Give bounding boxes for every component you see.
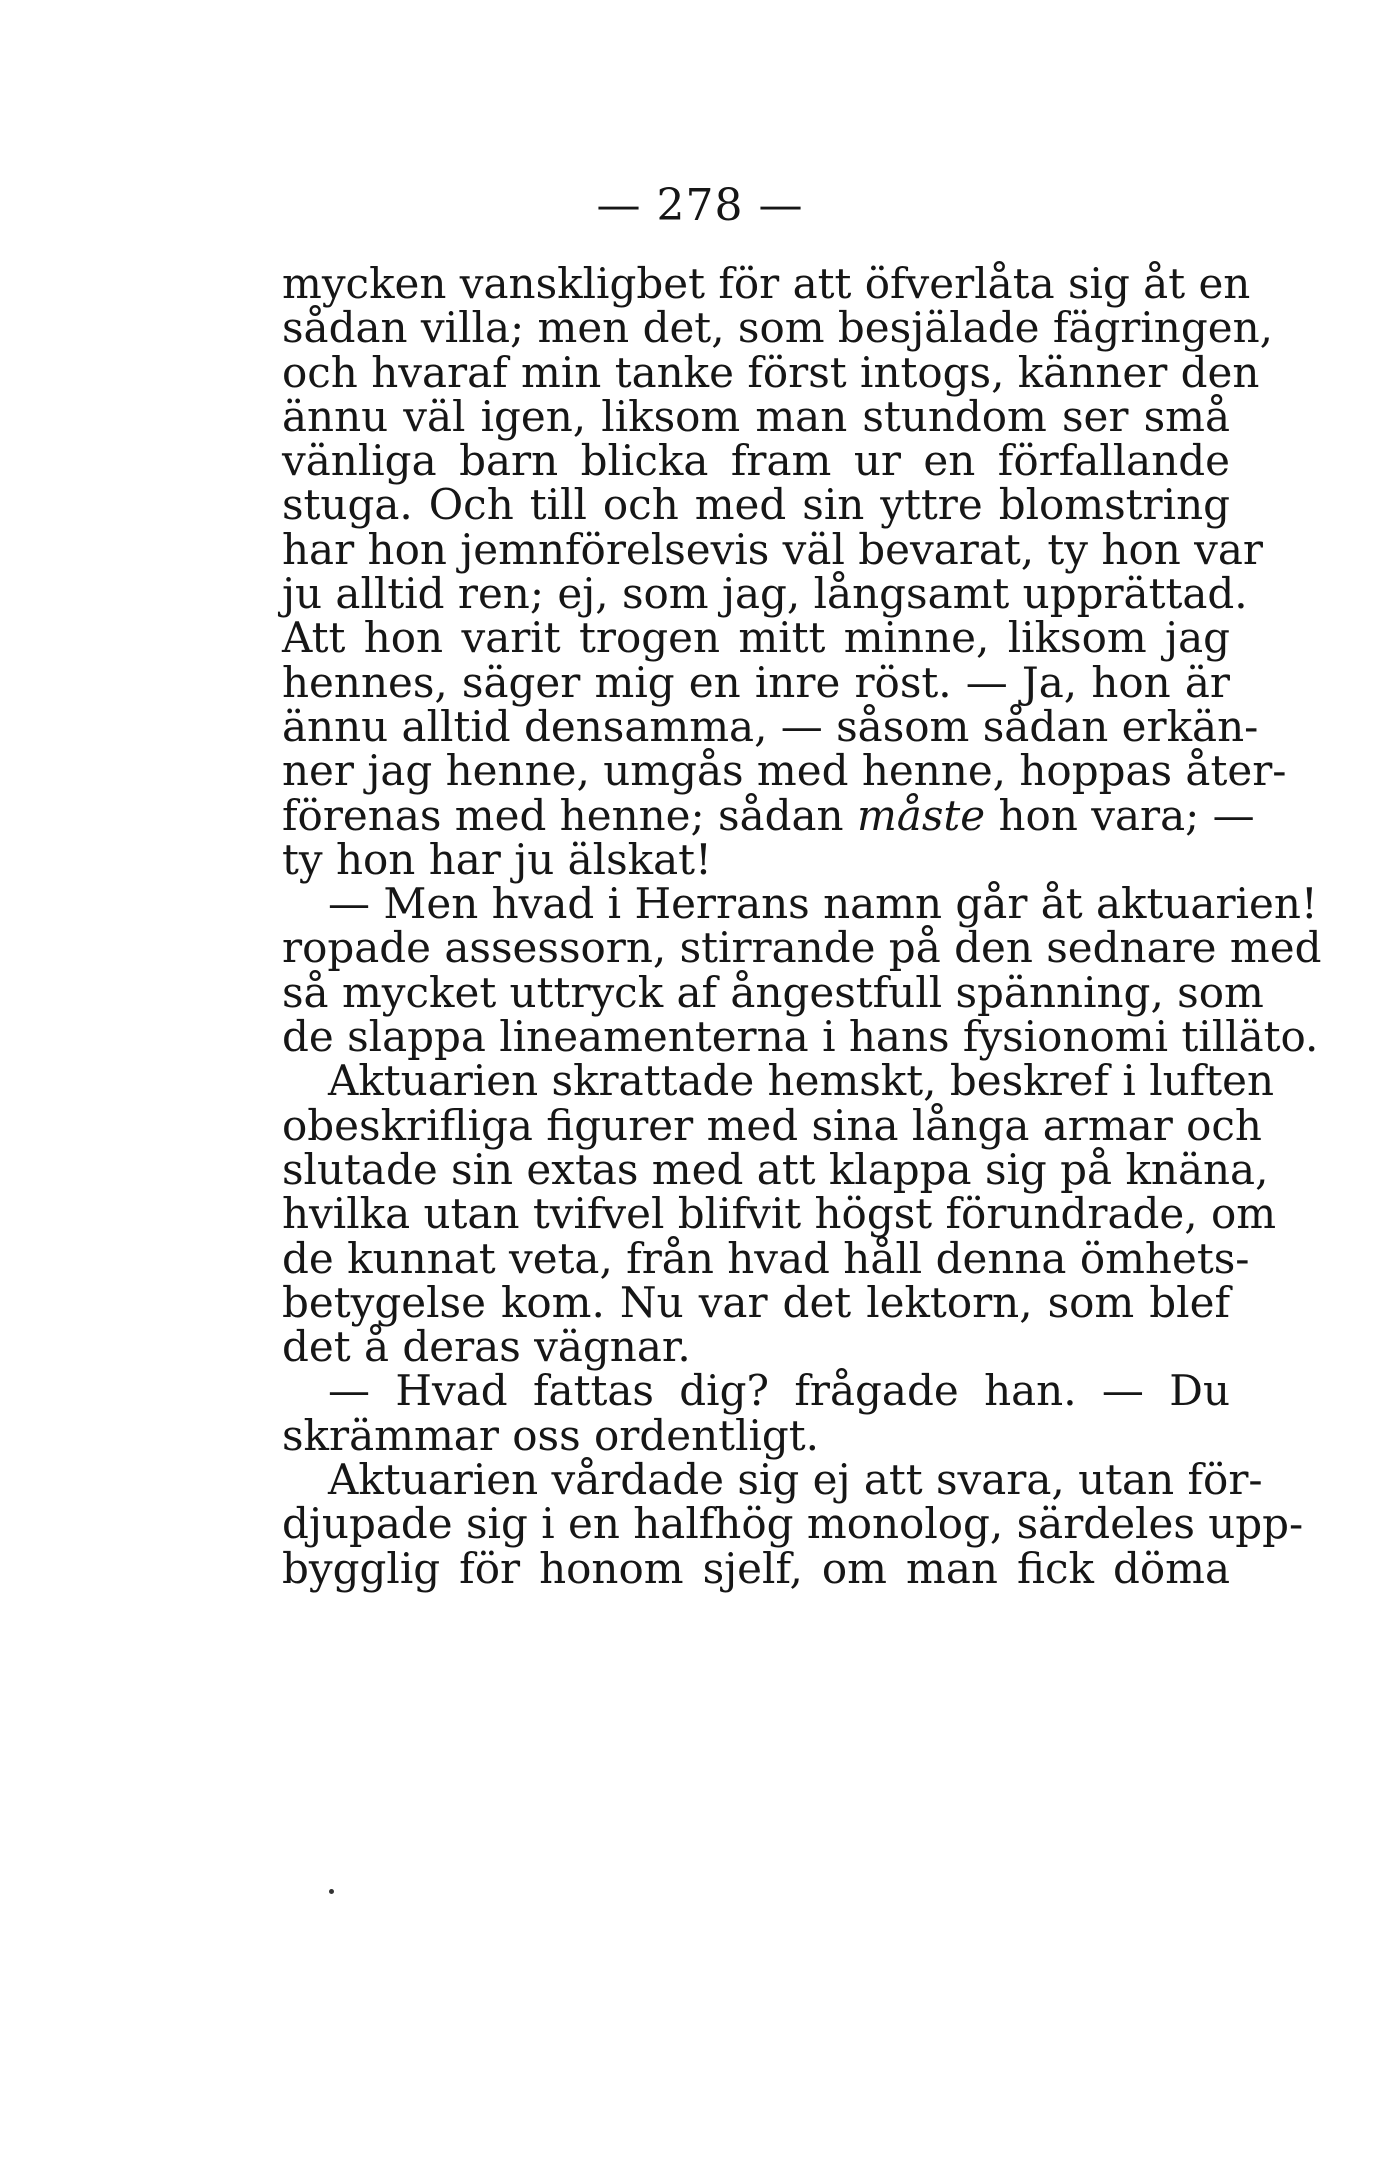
text-line: vänliga barn blicka fram ur en förfallande: [282, 436, 1230, 486]
ink-speck: [329, 1889, 334, 1894]
text-line: ropade assessorn, stirrande på den sednare med: [282, 923, 1322, 973]
text-line: så mycket uttryck af ångestfull spänning, som: [282, 967, 1264, 1017]
text-line: ner jag henne, umgås med henne, hoppas åter-: [282, 746, 1287, 796]
text-line: och hvaraf min tanke först intogs, känner den: [282, 347, 1260, 397]
text-line: stuga. Och till och med sin yttre blomstring: [282, 480, 1230, 530]
text-line: de slappa lineamenterna i hans fysionomi tilläto.: [282, 1012, 1319, 1062]
text-line: har hon jemnförelsevis väl bevarat, ty hon var: [282, 524, 1263, 574]
text-line: ännu alltid densamma, — såsom sådan erkän-: [282, 701, 1259, 751]
text-line: ännu väl igen, liksom man stundom ser små: [282, 391, 1230, 441]
text-line: obeskrifliga figurer med sina långa armar och: [282, 1100, 1262, 1150]
page-number: — 278 —: [596, 180, 804, 231]
text-line: de kunnat veta, från hvad håll denna ömhets-: [282, 1233, 1250, 1283]
text-line: det å deras vägnar.: [282, 1322, 691, 1372]
text-segment: förenas med henne; sådan: [282, 790, 844, 840]
text-line: djupade sig i en halfhög monolog, särdeles upp-: [282, 1499, 1304, 1549]
body-text: [282, 259, 1322, 1593]
text-line: — Hvad fattas dig? frågade han. — Du: [328, 1366, 1230, 1416]
emphasized-word: måste: [856, 790, 986, 840]
text-line: ju alltid ren; ej, som jag, långsamt upprättad.: [282, 569, 1248, 619]
text-line: hennes, säger mig en inre röst. — Ja, hon är: [282, 657, 1230, 707]
text-line: sådan villa; men det, som besjälade fägringen,: [282, 303, 1273, 353]
text-line: Aktuarien vårdade sig ej att svara, utan för-: [328, 1455, 1263, 1505]
text-line: skrämmar oss ordentligt.: [282, 1410, 819, 1460]
text-line: ty hon har ju älskat!: [282, 834, 712, 884]
text-line-with-emphasis: [282, 790, 1255, 840]
text-line: slutade sin extas med att klappa sig på knäna,: [282, 1144, 1269, 1194]
text-line: — Men hvad i Herrans namn går åt aktuarien!: [328, 879, 1318, 929]
text-segment: hon vara; —: [998, 790, 1255, 840]
text-line: hvilka utan tvifvel blifvit högst förundrade, om: [282, 1189, 1277, 1239]
text-line: Aktuarien skrattade hemskt, beskref i luften: [328, 1056, 1275, 1106]
text-line: betygelse kom. Nu var det lektorn, som blef: [282, 1277, 1230, 1327]
text-line: mycken vanskligbet för att öfverlåta sig åt en: [282, 259, 1251, 308]
text-line: Att hon varit trogen mitt minne, liksom jag: [282, 613, 1230, 663]
text-line: bygglig för honom sjelf, om man fick döma: [282, 1543, 1230, 1593]
